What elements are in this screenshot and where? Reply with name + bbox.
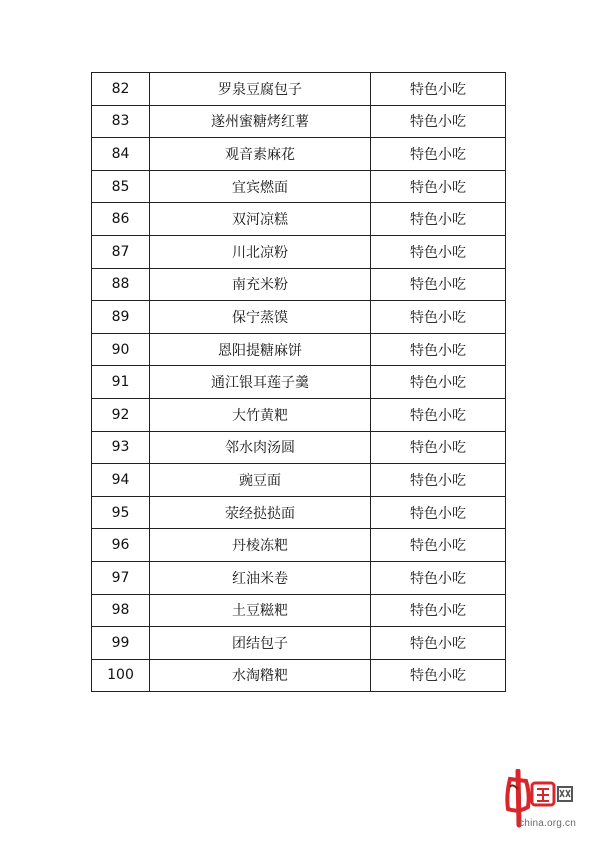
row-number-cell: 90 — [92, 333, 150, 366]
category-cell: 特色小吃 — [371, 105, 506, 138]
food-name-cell: 通江银耳莲子羹 — [150, 366, 371, 399]
category-cell: 特色小吃 — [371, 627, 506, 660]
food-name-cell: 邻水肉汤圆 — [150, 431, 371, 464]
row-number-cell: 83 — [92, 105, 150, 138]
table-row — [92, 73, 506, 106]
food-name-cell: 红油米卷 — [150, 561, 371, 594]
food-name-cell: 团结包子 — [150, 627, 371, 660]
category-cell: 特色小吃 — [371, 138, 506, 171]
category-cell: 特色小吃 — [371, 203, 506, 236]
row-number-cell: 87 — [92, 235, 150, 268]
food-name-cell: 保宁蒸馍 — [150, 301, 371, 334]
logo-url-text: china.org.cn — [519, 818, 576, 829]
category-cell: 特色小吃 — [371, 431, 506, 464]
category-cell: 特色小吃 — [371, 561, 506, 594]
food-name-cell: 大竹黄粑 — [150, 398, 371, 431]
table-row — [92, 203, 506, 236]
table-row — [92, 170, 506, 203]
table-row — [92, 138, 506, 171]
food-list-table — [91, 72, 506, 692]
table-row — [92, 464, 506, 497]
row-number-cell: 94 — [92, 464, 150, 497]
row-number-cell: 99 — [92, 627, 150, 660]
table-row — [92, 431, 506, 464]
food-name-cell: 土豆糍粑 — [150, 594, 371, 627]
table-row — [92, 268, 506, 301]
food-name-cell: 荥经挞挞面 — [150, 496, 371, 529]
row-number-cell: 98 — [92, 594, 150, 627]
logo-guo-mark — [532, 783, 554, 805]
category-cell: 特色小吃 — [371, 464, 506, 497]
category-cell: 特色小吃 — [371, 529, 506, 562]
category-cell: 特色小吃 — [371, 659, 506, 692]
row-number-cell: 96 — [92, 529, 150, 562]
category-cell: 特色小吃 — [371, 333, 506, 366]
food-name-cell: 水淘糌粑 — [150, 659, 371, 692]
table-row — [92, 333, 506, 366]
food-name-cell: 观音素麻花 — [150, 138, 371, 171]
table-body — [92, 73, 506, 692]
table-row — [92, 235, 506, 268]
row-number-cell: 86 — [92, 203, 150, 236]
food-name-cell: 恩阳提糖麻饼 — [150, 333, 371, 366]
row-number-cell: 93 — [92, 431, 150, 464]
food-name-cell: 豌豆面 — [150, 464, 371, 497]
row-number-cell: 82 — [92, 73, 150, 106]
row-number-cell: 92 — [92, 398, 150, 431]
row-number-cell: 97 — [92, 561, 150, 594]
category-cell: 特色小吃 — [371, 73, 506, 106]
food-name-cell: 罗泉豆腐包子 — [150, 73, 371, 106]
table-row — [92, 529, 506, 562]
table-row — [92, 496, 506, 529]
table-row — [92, 594, 506, 627]
row-number-cell: 89 — [92, 301, 150, 334]
table-row — [92, 301, 506, 334]
row-number-cell: 95 — [92, 496, 150, 529]
logo-wang-mark — [558, 787, 572, 801]
table-row — [92, 398, 506, 431]
category-cell: 特色小吃 — [371, 170, 506, 203]
food-name-cell: 川北凉粉 — [150, 235, 371, 268]
category-cell: 特色小吃 — [371, 398, 506, 431]
food-name-cell: 南充米粉 — [150, 268, 371, 301]
row-number-cell: 88 — [92, 268, 150, 301]
category-cell: 特色小吃 — [371, 594, 506, 627]
row-number-cell: 100 — [92, 659, 150, 692]
food-name-cell: 丹棱冻粑 — [150, 529, 371, 562]
row-number-cell: 91 — [92, 366, 150, 399]
category-cell: 特色小吃 — [371, 268, 506, 301]
category-cell: 特色小吃 — [371, 301, 506, 334]
row-number-cell: 84 — [92, 138, 150, 171]
food-list-table-container — [91, 72, 505, 692]
table-row — [92, 105, 506, 138]
category-cell: 特色小吃 — [371, 366, 506, 399]
table-row — [92, 659, 506, 692]
food-name-cell: 遂州蜜糖烤红薯 — [150, 105, 371, 138]
row-number-cell: 85 — [92, 170, 150, 203]
category-cell: 特色小吃 — [371, 235, 506, 268]
table-row — [92, 366, 506, 399]
food-name-cell: 双河凉糕 — [150, 203, 371, 236]
logo-zhong-mark — [507, 771, 528, 825]
table-row — [92, 561, 506, 594]
table-row — [92, 627, 506, 660]
category-cell: 特色小吃 — [371, 496, 506, 529]
food-name-cell: 宜宾燃面 — [150, 170, 371, 203]
